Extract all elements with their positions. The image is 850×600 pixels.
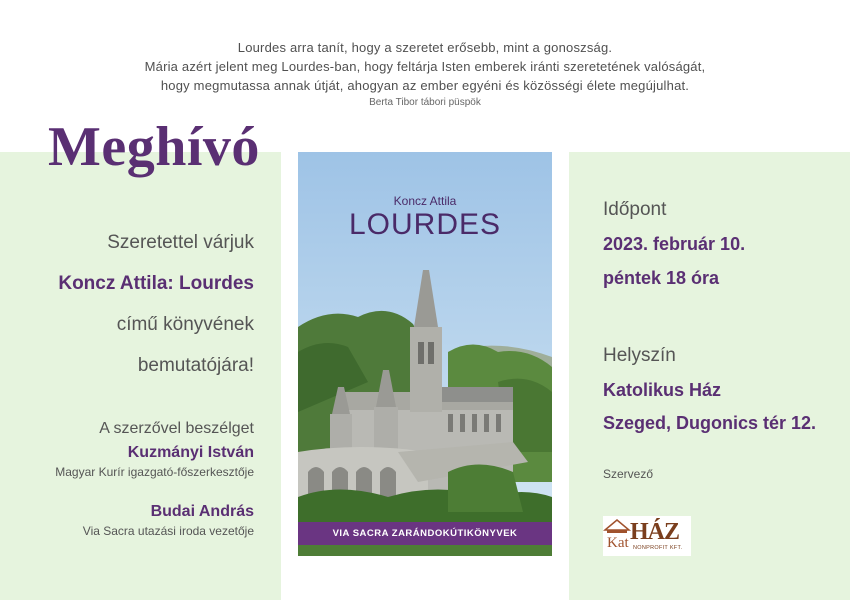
invitation-line-3: című könyvének: [116, 314, 254, 335]
quote-line-3: hogy megmutassa annak útját, ahogyan az ember egyéni és közösségi élete megújulhat.: [160, 78, 690, 93]
venue-address: Szeged, Dugonics tér 12.: [603, 413, 817, 433]
event-date: 2023. február 10.: [603, 234, 746, 254]
speaker-role: Magyar Kurír igazgató-főszerkesztője: [55, 465, 254, 479]
logo-subtitle: NONPROFIT KFT.: [633, 545, 683, 551]
invitation-text: [0, 228, 254, 392]
quote-author: Berta Tibor tábori püspök: [369, 97, 481, 108]
invitation-line-1: Szeretettel várjuk: [107, 232, 254, 253]
quote-line-2: Mária azért jelent meg Lourdes-ban, hogy feltárja Isten emberek iránti szeretetének valóságát,: [144, 59, 706, 74]
speaker-role: Via Sacra utazási iroda vezetője: [82, 524, 254, 538]
cover-title: LOURDES: [348, 208, 502, 241]
organizer-label: Szervező: [603, 467, 654, 481]
date-label: Időpont: [603, 199, 667, 220]
conversation-block: [0, 420, 254, 538]
event-time: péntek 18 óra: [603, 268, 720, 288]
invitation-line-4: bemutatójára!: [137, 355, 254, 376]
logo-prefix: Kat: [607, 535, 629, 551]
speaker-name: Budai András: [150, 503, 254, 520]
conversation-intro: A szerzővel beszélget: [99, 420, 254, 437]
page-title: Meghívó: [48, 116, 260, 178]
quote-block: [0, 38, 850, 108]
series-label: VIA SACRA ZARÁNDOKÚTIKÖNYVEK: [332, 528, 518, 539]
book-title: Koncz Attila: Lourdes: [58, 273, 254, 294]
logo-name: HÁZ: [630, 519, 680, 545]
quote-line-1: Lourdes arra tanít, hogy a szeretet erősebb, mint a gonoszság.: [237, 40, 613, 55]
speaker-name: Kuzmányi István: [127, 444, 254, 461]
place-label: Helyszín: [603, 345, 676, 366]
series-band: [298, 522, 552, 545]
venue-name: Katolikus Ház: [603, 380, 722, 400]
cover-author: Koncz Attila: [393, 194, 457, 208]
book-cover: [298, 152, 552, 556]
organizer-logo: [603, 516, 691, 556]
